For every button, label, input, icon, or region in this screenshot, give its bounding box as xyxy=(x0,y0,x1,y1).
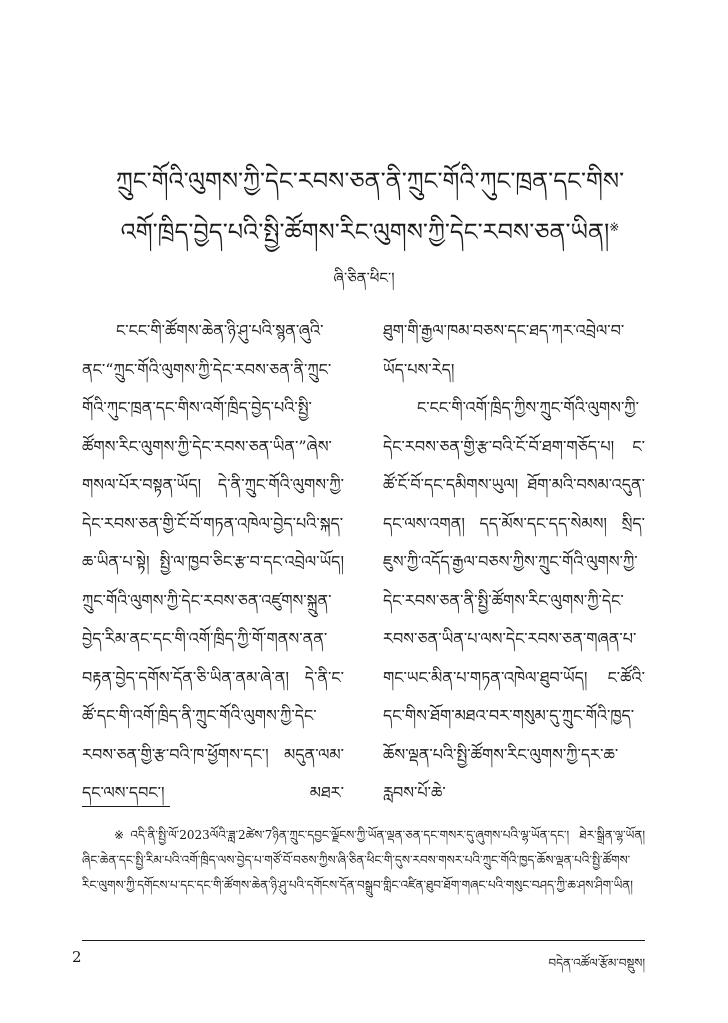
footnote-mark: ※ xyxy=(114,828,131,842)
body-paragraph: ང་ངང་གི་ཚོགས་ཆེན་ཉི་ཤུ་པའི་སྙན་ཞུའི་ནང་“ཀྲུང་གོའི་ལུགས་ཀྱི་དེང་རབས་ཅན་ནི་ཀྲུང་གོའི་ཀུང་ཁྲན་དང་གིས་འགོ་ཁྲིད་བྱེད་པའི་སྤྱི་ཚོགས་རིང་ལུགས་ཀྱི་དེང་རབས་ཅན་ཡིན་”ཞེས་གསལ་པོར་བསྟན་ཡོད། དེ་ནི་ཀྲུང་གོའི་ལུགས་ཀྱི་དེང་རབས་ཅན་གྱི་ངོ་བོ་གཏན་འཁེལ་བྱེད་པའི་སྐད་ཆ་ཡིན་པ་སྟེ། སྤྱི་ལ་ཁྱབ་ཅིང་རྩ་བ་དང་འབྲེལ་ཡོད། ཀྲུང་གོའི་ལུགས་ཀྱི་དེང་རབས་ཅན་འཛུགས་སྐྲུན་བྱེད་རིམ་ནང་དང་གི་འགོ་ཁྲིད་ཀྱི་གོ་གནས་ནན་བརྟན་བྱེད་དགོས་དོན་ཅི་ཡིན་ནམ་ཞེ་ན། དེ་ནི་ང་ཚོ་དང་གི་འགོ་ཁྲིད་ནི་ཀྲུང་གོའི་ལུགས་ཀྱི་དེང་རབས་ཅན་གྱི་རྩ་བའི་ཁ་ཕྱོགས་དང་། མདུན་ལམ་དང་ལས་དབང་། མཐར་ xyxy=(82,321,344,802)
body-column-right xyxy=(383,312,645,813)
body-paragraph-continuation: ཐུག་གི་རྒྱལ་ཁམ་བཅས་དང་ཐད་ཀར་འབྲེལ་བ་ཡོད་པས་རེད། xyxy=(383,321,625,379)
footnote-text: འདི་ནི་སྤྱི་ལོ་2023ལོའི་ཟླ་2ཚེས་7ཉིན་ཀྲུང་དབྱང་ལྗོངས་ཀྱི་ཡོན་ལྡན་ཅན་དང་གསར་དུ་ཞུགས་པའི་ལྷ་ཡོན་དང་། ཐེར་སྒྲིན་ལྷ་ཡོན། ཞིང་ཆེན་དང་སྤྱི་རིམ་པའི་འགོ་ཁྲིད་ལས་བྱེད་པ་གཙོ་བོ་བཅས་ཀྱིས་ཞི་ཅིན་ཕིང་གི་དུས་རབས་གསར་པའི་ཀྲུང་གོའི་ཁྱད་ཆོས་ལྡན་པའི་སྤྱི་ཚོགས་རིང་ལུགས་ཀྱི་དགོངས་པ་དང་དང་གི་ཚོགས་ཆེན་ཉི་ཤུ་པའི་དགོངས་དོན་བསྒྲུབ་གླིང་འཛིན་ཐུབ་ཐོག་གཞང་པའི་གསུང་བཤད་ཀྱི་ཆ་ཤས་ཤིག་ཡིན། xyxy=(82,828,645,892)
footnote xyxy=(82,823,645,898)
body-paragraph: ང་ངང་གི་འགོ་ཁྲིད་ཀྱིས་ཀྲུང་གོའི་ལུགས་ཀྱི་དེང་རབས་ཅན་གྱི་རྩ་བའི་ངོ་བོ་ཐག་གཅོད་པ། ང་ཚོ་ངོ་བོ་དང་དམིགས་ཡུལ། ཐོག་མའི་བསམ་འདུན་དང་ལས་འགན། དད་མོས་དང་དད་སེམས། སྲིད་ཇུས་ཀྱི་འདོད་རྒྱལ་བཅས་ཀྱིས་ཀྲུང་གོའི་ལུགས་ཀྱི་དེང་རབས་ཅན་ནི་སྤྱི་ཚོགས་རིང་ལུགས་ཀྱི་དེང་རབས་ཅན་ཡིན་པ་ལས་དེང་རབས་ཅན་གཞན་པ་གང་ཡང་མིན་པ་གཏན་འཁེལ་ཐུབ་ཡོད། ང་ཚོའི་དང་གིས་ཐོག་མཐའ་བར་གསུམ་དུ་ཀྲུང་གོའི་ཁྱད་ཆོས་ལྡན་པའི་སྤྱི་ཚོགས་རིང་ལུགས་ཀྱི་དར་ཆ་རླབས་པོ་ཆེ་ xyxy=(383,398,645,802)
footnote-separator xyxy=(82,806,170,807)
article-title xyxy=(100,158,640,255)
journal-name: བདེན་འཚོལ་རྩོམ་བསྡུས། xyxy=(548,956,645,970)
footer-rule xyxy=(82,940,645,941)
article-title-text: ཀྲུང་གོའི་ལུགས་ཀྱི་དེང་རབས་ཅན་ནི་ཀྲུང་གོའི་ཀུང་ཁྲན་དང་གིས་འགོ་ཁྲིད་བྱེད་པའི་སྤྱི་ཚོགས་རིང་ལུགས་ཀྱི་དེང་རབས་ཅན་ཡིན། xyxy=(115,167,625,246)
body-column-left xyxy=(82,312,344,813)
title-footnote-mark: ※ xyxy=(609,220,620,234)
article-author: ཞི་ཅིན་ཕིང་། xyxy=(333,269,395,287)
page-number: 2 xyxy=(72,948,82,966)
